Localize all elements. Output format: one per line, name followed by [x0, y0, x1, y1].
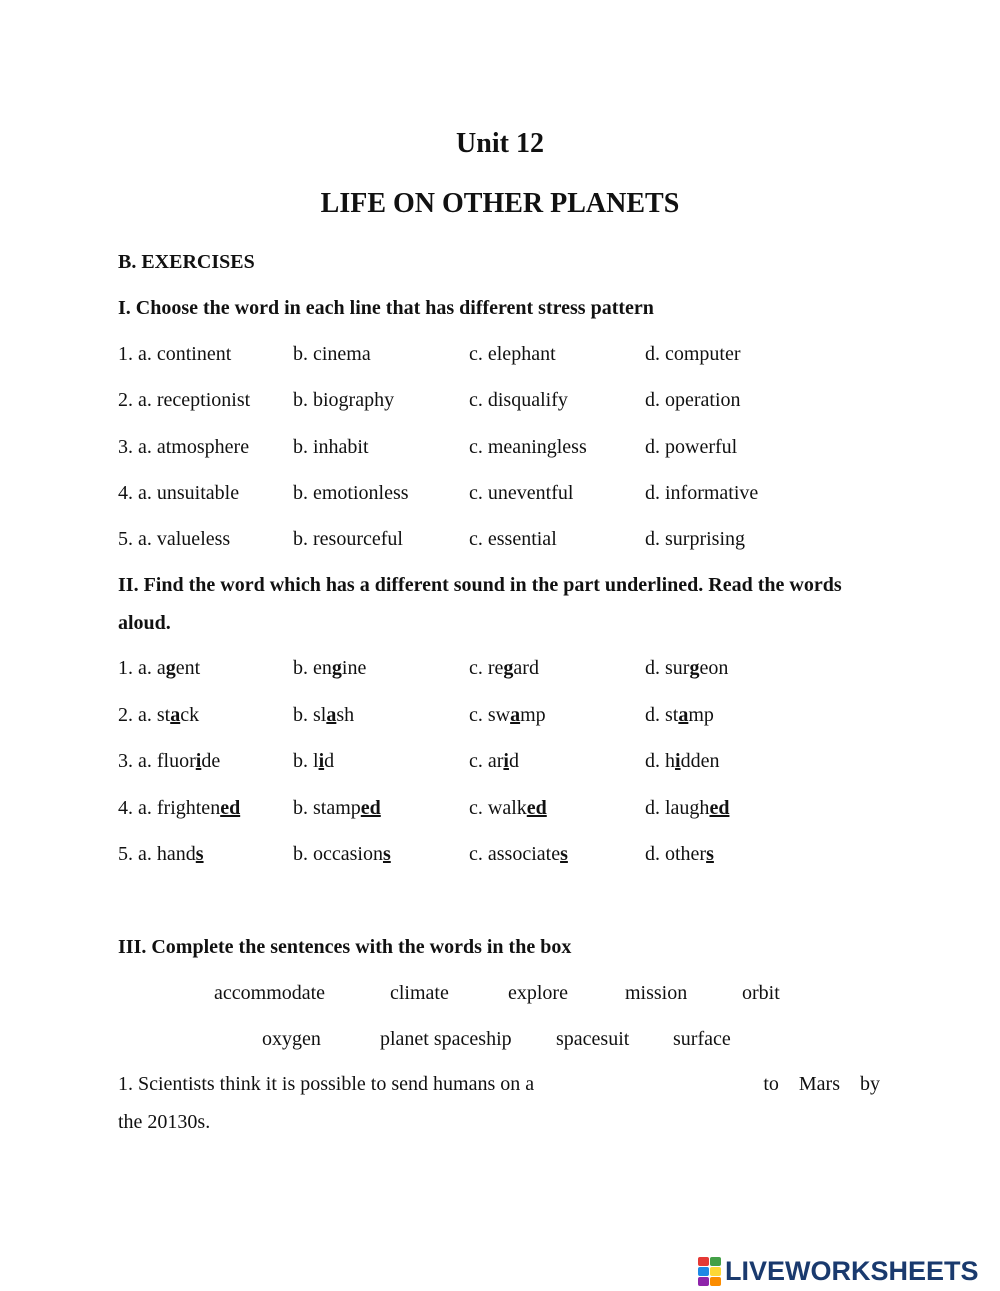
word-box-item: oxygen — [262, 1028, 321, 1050]
ex2-option-d: d. hidden — [645, 750, 720, 772]
exercise-2-heading: II. Find the word which has a different sound in the part underlined. Read the words aloud. — [118, 574, 842, 634]
ex1-option-d: d. operation — [645, 389, 741, 411]
word-box-item: planet spaceship — [380, 1028, 512, 1050]
ex2-option-d: d. laughed — [645, 797, 730, 819]
logo-text: LIVEWORKSHEETS — [725, 1255, 979, 1286]
sentence-1-tail: to Mars by — [763, 1073, 880, 1095]
ex1-option-d: d. computer — [645, 343, 741, 365]
ex2-option-d: d. surgeon — [645, 657, 729, 679]
ex1-row-2 — [118, 387, 898, 413]
ex1-option-a: 2. a. receptionist — [118, 389, 251, 411]
word-box-row-2 — [0, 1026, 1000, 1052]
ex1-option-a: 1. a. continent — [118, 343, 232, 365]
ex1-row-4 — [118, 480, 898, 506]
word-box-item: climate — [390, 982, 449, 1004]
ex1-row-1 — [118, 341, 898, 367]
ex1-option-b: b. inhabit — [293, 436, 369, 458]
ex1-option-b: b. biography — [293, 389, 395, 411]
ex2-row-1 — [118, 655, 898, 681]
ex2-option-c: c. arid — [469, 750, 519, 772]
word-box-item: explore — [508, 982, 568, 1004]
ex1-row-3 — [118, 434, 898, 460]
ex2-option-d: d. stamp — [645, 704, 714, 726]
exercise-1-heading: I. Choose the word in each line that has different stress pattern — [118, 297, 654, 319]
word-box-item: spacesuit — [556, 1028, 630, 1050]
ex2-option-b: b. lid — [293, 750, 335, 772]
ex2-option-a: 2. a. stack — [118, 704, 200, 726]
liveworksheets-logo-mark-icon — [698, 1257, 721, 1286]
word-box-item: mission — [625, 982, 688, 1004]
ex1-option-d: d. informative — [645, 482, 759, 504]
word-box-row-1 — [0, 980, 1000, 1006]
logo-block — [698, 1267, 709, 1276]
word-box-item: orbit — [742, 982, 780, 1004]
ex2-option-b: b. stamped — [293, 797, 381, 819]
ex1-option-c: c. uneventful — [469, 482, 574, 504]
liveworksheets-logo — [698, 1256, 979, 1286]
ex1-option-a: 3. a. atmosphere — [118, 436, 250, 458]
ex1-option-c: c. disqualify — [469, 389, 568, 411]
ex1-option-a: 5. a. valueless — [118, 528, 231, 550]
logo-block — [710, 1257, 721, 1266]
page-title: LIFE ON OTHER PLANETS — [320, 188, 680, 219]
ex2-option-a: 3. a. fluoride — [118, 750, 221, 772]
ex1-option-c: c. meaningless — [469, 436, 587, 458]
sentence-1-start: 1. Scientists think it is possible to send humans on a — [118, 1073, 535, 1095]
ex2-option-b: b. occasions — [293, 843, 391, 865]
ex2-option-a: 4. a. frightened — [118, 797, 241, 819]
ex2-row-4 — [118, 795, 898, 821]
unit-heading: Unit 12 — [456, 128, 544, 159]
ex2-option-c: c. regard — [469, 657, 539, 679]
logo-block — [710, 1277, 721, 1286]
ex2-option-a: 5. a. hands — [118, 843, 204, 865]
ex1-option-d: d. powerful — [645, 436, 738, 458]
ex1-option-b: b. emotionless — [293, 482, 409, 504]
section-heading: B. EXERCISES — [118, 251, 255, 273]
ex2-option-c: c. walked — [469, 797, 547, 819]
ex2-option-c: c. swamp — [469, 704, 546, 726]
ex1-option-c: c. elephant — [469, 343, 556, 365]
sentence-1-line2: the 20130s. — [118, 1111, 211, 1133]
ex2-option-b: b. engine — [293, 657, 367, 679]
logo-block — [710, 1267, 721, 1276]
sentence-1 — [118, 1065, 880, 1141]
ex1-option-c: c. essential — [469, 528, 557, 550]
ex1-option-b: b. cinema — [293, 343, 371, 365]
logo-block — [698, 1257, 709, 1266]
word-box-item: surface — [673, 1028, 731, 1050]
exercise-3-heading: III. Complete the sentences with the words in the box — [118, 936, 572, 958]
ex2-option-d: d. others — [645, 843, 714, 865]
ex2-option-a: 1. a. agent — [118, 657, 201, 679]
word-box-item: accommodate — [214, 982, 326, 1004]
ex2-option-b: b. slash — [293, 704, 355, 726]
ex2-row-5 — [118, 841, 898, 867]
ex2-row-2 — [118, 702, 898, 728]
logo-block — [698, 1277, 709, 1286]
ex1-option-a: 4. a. unsuitable — [118, 482, 240, 504]
ex2-option-c: c. associates — [469, 843, 568, 865]
ex1-row-5 — [118, 526, 898, 552]
ex1-option-d: d. surprising — [645, 528, 745, 550]
ex1-option-b: b. resourceful — [293, 528, 403, 550]
ex2-row-3 — [118, 748, 898, 774]
